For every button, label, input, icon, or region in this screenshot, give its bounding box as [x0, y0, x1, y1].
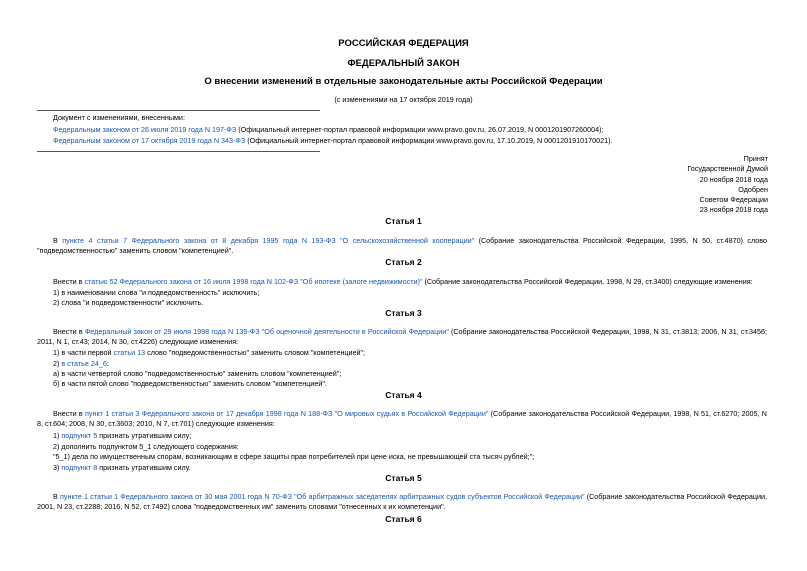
text-fragment: признать утратившим силу; [97, 431, 192, 440]
adoption-line: 23 ноября 2018 года [699, 205, 768, 215]
article-1-heading: Статья 1 [385, 216, 422, 226]
text-fragment: Внести в [53, 409, 85, 418]
list-item [53, 463, 191, 473]
text-fragment: Внести в [53, 277, 85, 286]
adoption-line: 20 ноября 2018 года [699, 174, 768, 184]
text-fragment: 1) в части первой [53, 348, 114, 357]
amendment-source: (Официальный интернет-портал правовой информации www.pravo.gov.ru, 26.07.2019, N 0001201907260004); [236, 125, 604, 134]
text-fragment: 2) [53, 359, 62, 368]
revision-note: (с изменениями на 17 октября 2019 года) [334, 95, 473, 104]
article-5-heading: Статья 5 [385, 473, 422, 483]
article-4-heading: Статья 4 [385, 390, 422, 400]
text-fragment: 1) [53, 431, 62, 440]
text-fragment: (Собрание законодательства Российской Федерации, 1998, N 29, ст.3400) следующие изменения: [422, 277, 753, 286]
text-fragment: В [53, 492, 60, 501]
subclause-link[interactable]: подпункт 5 [61, 431, 98, 440]
adoption-line: Государственной Думой [687, 164, 768, 174]
article-4-paragraph [37, 409, 767, 429]
text-fragment: (Собрание законодательства Российской Федерации, 1998, N 31, ст.3813; 2006, N 31, ст.3456; 2011, N 1, ст.43; 2014, N 30, ст.4226) следующие изменения: [37, 327, 767, 346]
amendments-top-divider [37, 110, 320, 111]
article-3-heading: Статья 3 [385, 308, 422, 318]
article-2-paragraph [37, 277, 767, 287]
text-fragment: (Собрание законодательства Российской Федерации, 2001, N 23, ст.2288; 2016, N 52, ст.7492) слова "подведомственных им" заменить словами "отнесенных к их компетенции". [37, 492, 767, 511]
subclause-link[interactable]: подпункт 8 [61, 463, 98, 472]
text-fragment: признать утратившим силу. [97, 463, 191, 472]
law-reference-link[interactable]: статью 52 Федерального закона от 16 июля 1998 года N 102-ФЗ "Об ипотеке (залоге недвижимости)" [84, 277, 423, 286]
amendment-link[interactable]: Федеральным законом от 17 октября 2019 года N 343-ФЗ [53, 136, 246, 145]
article-3-paragraph [37, 327, 767, 347]
list-item: 1) в наименовании слова "и подведомственность" исключить; [53, 288, 260, 297]
text-fragment: (Собрание законодательства Российской Федерации, 1995, N 50, ст.4870) слово "подведомственностью" заменить словом "компетенцией". [37, 236, 767, 255]
text-fragment: : [106, 359, 109, 368]
list-item: "5_1) дела по имущественным спорам, возникающим в сфере защиты прав потребителей при цене иска, не превышающей ста тысяч рублей;"; [53, 452, 535, 461]
amendment-item [53, 136, 613, 146]
law-reference-link[interactable]: пункте 4 статьи 7 Федерального закона от 8 декабря 1995 года N 193-ФЗ "О сельскохозяйственной кооперации" [62, 236, 475, 245]
article-link[interactable]: в статье 24_6 [61, 359, 107, 368]
article-5-paragraph [37, 492, 767, 512]
list-item: б) в части пятой слово "подведомственностью" заменить словом "компетенцией". [53, 379, 327, 388]
list-item: 2) дополнить подпунктом 5_1 следующего содержания: [53, 442, 239, 451]
adoption-line: Одобрен [738, 184, 768, 194]
article-link[interactable]: статьи 13 [113, 348, 146, 357]
amendment-source: (Официальный интернет-портал правовой информации www.pravo.gov.ru, 17.10.2019, N 0001201910170021). [245, 136, 613, 145]
text-fragment: 3) [53, 463, 62, 472]
adoption-line: Советом Федерации [699, 195, 768, 205]
article-6-heading: Статья 6 [385, 514, 422, 524]
list-item: а) в части четвертой слово "подведомственностью" заменить словом "компетенцией"; [53, 369, 342, 378]
list-item [53, 431, 191, 441]
amendments-intro: Документ с изменениями, внесенными: [53, 113, 185, 122]
list-item: 2) слова "и подведомственности" исключить. [53, 298, 204, 307]
law-reference-link[interactable]: Федеральный закон от 29 июля 1998 года N 135-ФЗ "Об оценочной деятельности в Российской Федерации" [84, 327, 449, 336]
amendments-bottom-divider [37, 151, 320, 152]
law-reference-link[interactable]: пункте 1 статьи 1 Федерального закона от 30 мая 2001 года N 70-ФЗ "Об арбитражных заседателях арбитражных судов субъектов Российской Федерации" [59, 492, 585, 501]
article-2-heading: Статья 2 [385, 257, 422, 267]
text-fragment: слово "подведомственностью" заменить словом "компетенцией"; [145, 348, 366, 357]
adoption-block [687, 154, 768, 216]
text-fragment: Внести в [53, 327, 85, 336]
law-reference-link[interactable]: пункт 1 статьи 3 Федерального закона от 17 декабря 1998 года N 188-ФЗ "О мировых судьях в Российской Федерации" [84, 409, 489, 418]
country-heading: РОССИЙСКАЯ ФЕДЕРАЦИЯ [338, 38, 469, 49]
adoption-line: Принят [743, 154, 768, 163]
document-title: О внесении изменений в отдельные законодательные акты Российской Федерации [204, 76, 603, 87]
text-fragment: (Собрание законодательства Российской Федерации, 1998, N 51, ст.6270; 2005, N 8, ст.604; 2008, N 30, ст.3603; 2010, N 7, ст.701) следующие изменения: [37, 409, 767, 428]
article-1-paragraph [37, 236, 767, 256]
list-item [53, 348, 365, 358]
list-item [53, 359, 109, 369]
text-fragment: В [53, 236, 63, 245]
law-type-heading: ФЕДЕРАЛЬНЫЙ ЗАКОН [347, 58, 460, 69]
amendment-link[interactable]: Федеральным законом от 26 июля 2019 года N 197-ФЗ [53, 125, 237, 134]
amendment-item [53, 125, 604, 135]
